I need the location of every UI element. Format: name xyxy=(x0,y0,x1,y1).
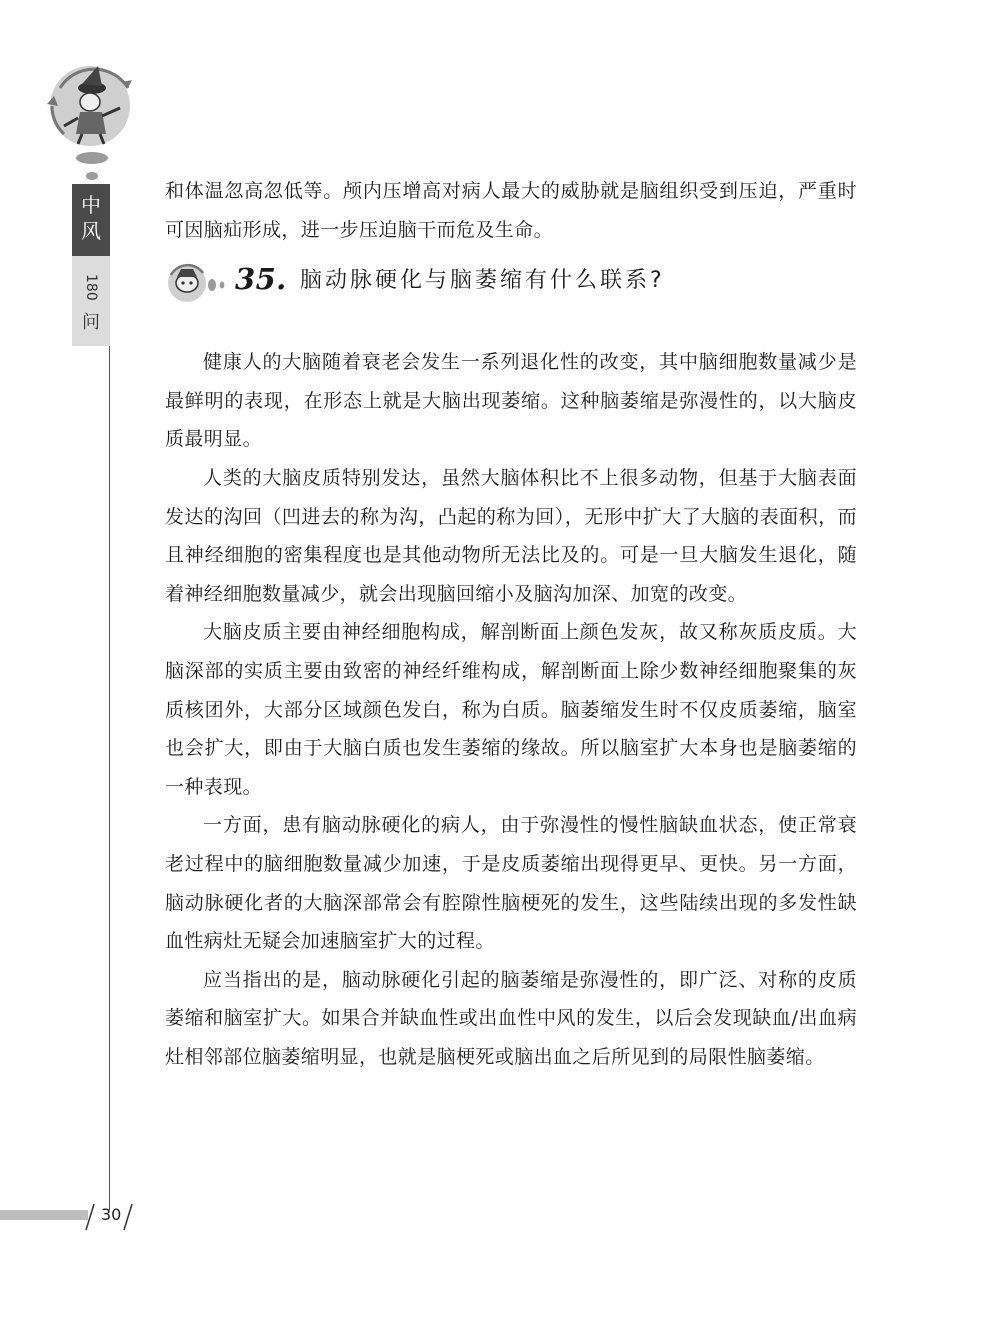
paragraph: 一方面，患有脑动脉硬化的病人，由于弥漫性的慢性脑缺血状态，使正常衰老过程中的脑细胞数量减少加速，于是皮质萎缩出现得更早、更快。另一方面，脑动脉硬化者的大脑深部常会有腔隙性脑梗死的发生，这些陆续出现的多发性缺血性病灶无疑会加速脑室扩大的过程。 xyxy=(165,814,857,953)
page-content xyxy=(165,172,857,1076)
question-count: 180 xyxy=(83,273,99,301)
question-title: 脑动脉硬化与脑萎缩有什么联系? xyxy=(300,268,665,294)
section-heading xyxy=(165,249,857,343)
page-number: 30 xyxy=(101,1205,122,1224)
margin-rule xyxy=(109,346,110,1210)
paragraph: 健康人的大脑随着衰老会发生一系列退化性的改变，其中脑细胞数量减少是最鲜明的表现，在形态上就是大脑出现萎缩。这种脑萎缩是弥漫性的，以大脑皮质最明显。 xyxy=(165,351,857,451)
paragraph: 应当指出的是，脑动脉硬化引起的脑萎缩是弥漫性的，即广泛、对称的皮质萎缩和脑室扩大。如果合并缺血性或出血性中风的发生，以后会发现缺血/出血病灶相邻部位脑萎缩明显，也就是脑梗死或脑出血之后所见到的局限性脑萎缩。 xyxy=(165,968,857,1068)
book-logo-illustration xyxy=(42,58,142,183)
chapter-tab-subtitle xyxy=(72,256,110,346)
chapter-side-tab xyxy=(72,184,110,346)
question-unit: 问 xyxy=(82,312,100,333)
paragraph: 人类的大脑皮质特别发达，虽然大脑体积比不上很多动物，但基于大脑表面发达的沟回（凹进去的称为沟，凸起的称为回），无形中扩大了大脑的表面积，而且神经细胞的密集程度也是其他动物所无法比及的。可是一旦大脑发生退化，随着神经细胞数量减少，就会出现脑回缩小及脑沟加深、加宽的改变。 xyxy=(165,466,857,605)
paragraph-continued: 和体温忽高忽低等。颅内压增高对病人最大的威胁就是脑组织受到压迫，严重时可因脑疝形成，进一步压迫脑干而危及生命。 xyxy=(165,180,857,241)
doctor-head-icon xyxy=(165,261,229,307)
question-number: 35. xyxy=(235,262,287,297)
paragraph: 大脑皮质主要由神经细胞构成，解剖断面上颜色发灰，故又称灰质皮质。大脑深部的实质主要由致密的神经纤维构成，解剖断面上除少数神经细胞聚集的灰质核团外，大部分区域颜色发白，称为白质。脑萎缩发生时不仅皮质萎缩，脑室也会扩大，即由于大脑白质也发生萎缩的缘故。所以脑室扩大本身也是脑萎缩的一种表现。 xyxy=(165,621,857,798)
footer-bar xyxy=(0,1210,88,1220)
chapter-tab-title: 中风 xyxy=(72,184,110,256)
